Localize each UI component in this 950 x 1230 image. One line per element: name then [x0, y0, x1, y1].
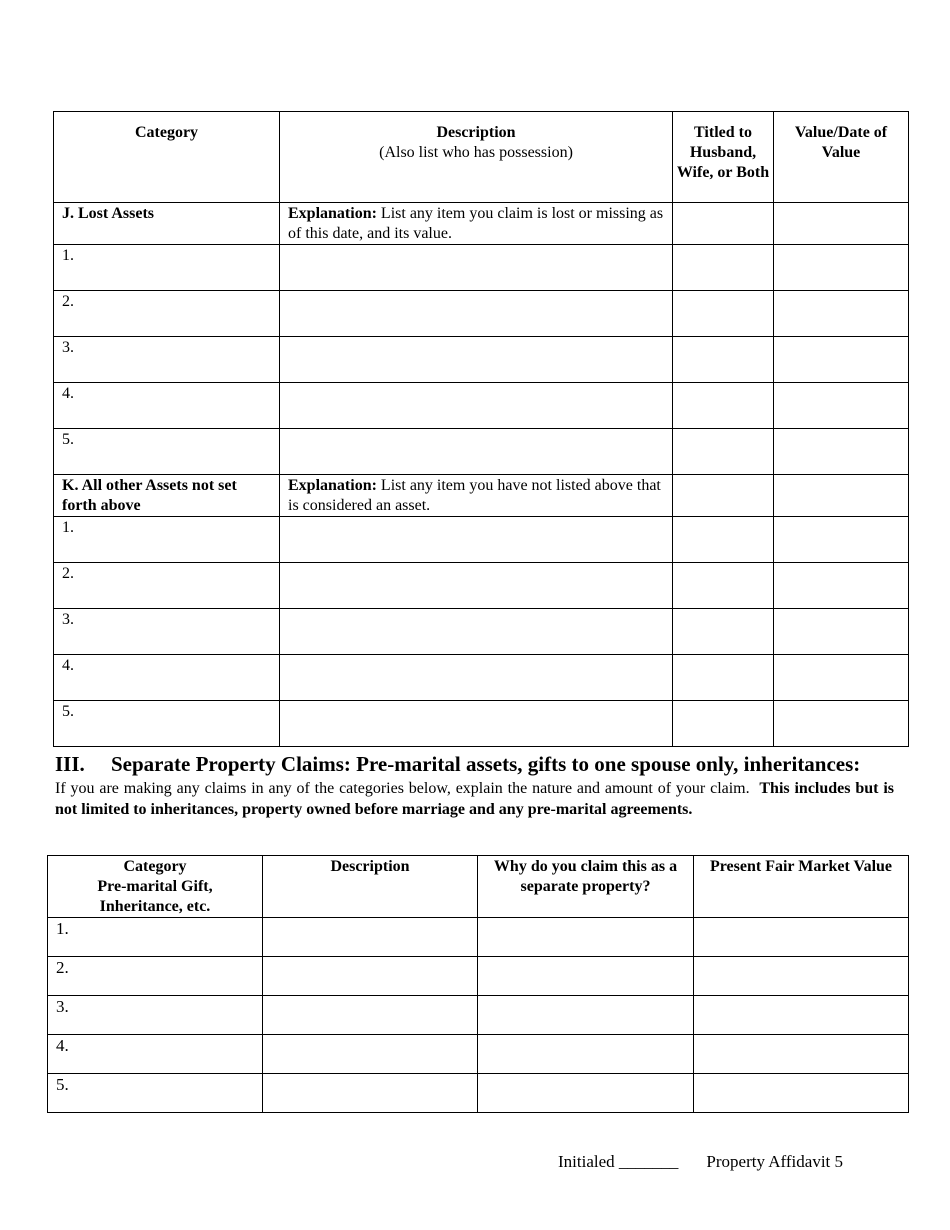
- table-row: [54, 245, 909, 291]
- table-row: [54, 517, 909, 563]
- why-cell[interactable]: [478, 1035, 694, 1074]
- value-cell[interactable]: [774, 701, 909, 747]
- row-number[interactable]: 2.: [54, 291, 280, 337]
- assets-table-header: [54, 112, 909, 203]
- separate-property-header: [48, 856, 909, 918]
- value-cell[interactable]: [774, 563, 909, 609]
- row-number[interactable]: 1.: [48, 918, 263, 957]
- table-row: [54, 337, 909, 383]
- section-k-title: K. All other Assets not set forth above: [54, 475, 280, 517]
- titled-cell[interactable]: [673, 655, 774, 701]
- value-cell[interactable]: [774, 291, 909, 337]
- value-cell[interactable]: [774, 245, 909, 291]
- row-number[interactable]: 5.: [54, 429, 280, 475]
- section-iii-instructions: [55, 778, 894, 820]
- description-cell[interactable]: [280, 517, 673, 563]
- header-category-line3: Inheritance, etc.: [99, 898, 211, 915]
- row-number[interactable]: 2.: [54, 563, 280, 609]
- value-cell[interactable]: [774, 429, 909, 475]
- value-cell[interactable]: [694, 996, 909, 1035]
- page-footer: [558, 1152, 843, 1172]
- table-row: [48, 918, 909, 957]
- explanation-text: List any item you have not listed above that is considered an asset.: [288, 477, 661, 514]
- description-cell[interactable]: [280, 291, 673, 337]
- header-value: Value/Date of Value: [774, 112, 909, 203]
- description-cell[interactable]: [263, 918, 478, 957]
- value-cell[interactable]: [694, 957, 909, 996]
- titled-cell[interactable]: [673, 291, 774, 337]
- row-number[interactable]: 4.: [54, 383, 280, 429]
- description-cell[interactable]: [263, 1074, 478, 1113]
- header-category: [48, 856, 263, 918]
- section-j-row: [54, 203, 909, 245]
- section-j-value-cell[interactable]: [774, 203, 909, 245]
- section-k-explanation: [280, 475, 673, 517]
- row-number[interactable]: 1.: [54, 245, 280, 291]
- section-j-explanation: [280, 203, 673, 245]
- explanation-label: Explanation:: [288, 205, 377, 222]
- section-j-titled-cell[interactable]: [673, 203, 774, 245]
- section-j-title: J. Lost Assets: [54, 203, 280, 245]
- value-cell[interactable]: [774, 655, 909, 701]
- value-cell[interactable]: [774, 609, 909, 655]
- value-cell[interactable]: [694, 1035, 909, 1074]
- table-row: [54, 609, 909, 655]
- row-number[interactable]: 2.: [48, 957, 263, 996]
- description-cell[interactable]: [280, 245, 673, 291]
- description-cell[interactable]: [263, 957, 478, 996]
- value-cell[interactable]: [774, 337, 909, 383]
- titled-cell[interactable]: [673, 563, 774, 609]
- page-label: Property Affidavit 5: [706, 1152, 844, 1171]
- table-row: [54, 383, 909, 429]
- header-description: [280, 112, 673, 203]
- description-cell[interactable]: [280, 609, 673, 655]
- why-cell[interactable]: [478, 957, 694, 996]
- description-cell[interactable]: [263, 1035, 478, 1074]
- table-row: [48, 996, 909, 1035]
- header-description: Description: [263, 856, 478, 918]
- header-category-line2: Pre-marital Gift,: [97, 878, 213, 895]
- titled-cell[interactable]: [673, 517, 774, 563]
- initialed-field[interactable]: Initialed _______: [558, 1152, 679, 1171]
- explanation-text: List any item you claim is lost or missing as of this date, and its value.: [288, 205, 664, 242]
- section-iii-title: Separate Property Claims: Pre-marital assets, gifts to one spouse only, inheritances:: [111, 752, 861, 776]
- why-cell[interactable]: [478, 918, 694, 957]
- titled-cell[interactable]: [673, 245, 774, 291]
- table-row: [48, 1074, 909, 1113]
- table-row: [54, 429, 909, 475]
- row-number[interactable]: 4.: [48, 1035, 263, 1074]
- header-titled: Titled to Husband, Wife, or Both: [673, 112, 774, 203]
- value-cell[interactable]: [694, 918, 909, 957]
- separate-property-table: [47, 855, 909, 1113]
- description-cell[interactable]: [280, 655, 673, 701]
- description-cell[interactable]: [280, 701, 673, 747]
- row-number[interactable]: 5.: [54, 701, 280, 747]
- titled-cell[interactable]: [673, 609, 774, 655]
- description-cell[interactable]: [280, 563, 673, 609]
- header-why: Why do you claim this as a separate property?: [478, 856, 694, 918]
- description-cell[interactable]: [280, 337, 673, 383]
- header-description-sub: (Also list who has possession): [379, 144, 573, 161]
- row-number[interactable]: 1.: [54, 517, 280, 563]
- titled-cell[interactable]: [673, 429, 774, 475]
- value-cell[interactable]: [774, 383, 909, 429]
- row-number[interactable]: 3.: [54, 609, 280, 655]
- row-number[interactable]: 4.: [54, 655, 280, 701]
- section-iii-heading: [55, 751, 915, 777]
- explanation-label: Explanation:: [288, 477, 377, 494]
- row-number[interactable]: 5.: [48, 1074, 263, 1113]
- why-cell[interactable]: [478, 996, 694, 1035]
- section-k-value-cell[interactable]: [774, 475, 909, 517]
- description-cell[interactable]: [280, 383, 673, 429]
- instructions-bold-text: This includes but is not limited to inheritances, property owned before marriage and any pre-marital agreements.: [55, 780, 895, 818]
- value-cell[interactable]: [774, 517, 909, 563]
- header-description-title: Description: [436, 124, 516, 141]
- table-row: [48, 957, 909, 996]
- titled-cell[interactable]: [673, 383, 774, 429]
- row-number[interactable]: 3.: [54, 337, 280, 383]
- table-row: [48, 1035, 909, 1074]
- header-category: Category: [54, 112, 280, 203]
- header-category-line1: Category: [123, 858, 187, 875]
- header-fair-market-value: Present Fair Market Value: [694, 856, 909, 918]
- assets-table: [53, 111, 909, 747]
- table-row: [54, 701, 909, 747]
- table-row: [54, 655, 909, 701]
- why-cell[interactable]: [478, 1074, 694, 1113]
- table-row: [54, 291, 909, 337]
- titled-cell[interactable]: [673, 701, 774, 747]
- section-k-row: [54, 475, 909, 517]
- description-cell[interactable]: [280, 429, 673, 475]
- description-cell[interactable]: [263, 996, 478, 1035]
- row-number[interactable]: 3.: [48, 996, 263, 1035]
- section-k-titled-cell[interactable]: [673, 475, 774, 517]
- table-row: [54, 563, 909, 609]
- value-cell[interactable]: [694, 1074, 909, 1113]
- instructions-text: If you are making any claims in any of the categories below, explain the nature and amount of your claim.: [55, 780, 750, 797]
- titled-cell[interactable]: [673, 337, 774, 383]
- section-iii-number: III.: [55, 752, 85, 776]
